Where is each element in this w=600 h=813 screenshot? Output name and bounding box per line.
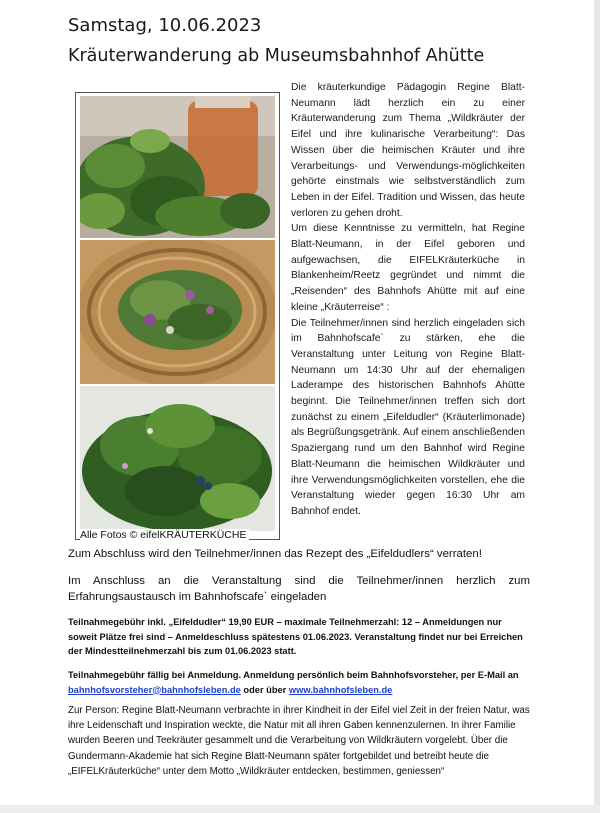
email-link[interactable]: bahnhofsvorsteher@bahnhofsleben.de	[68, 684, 241, 695]
website-link[interactable]: www.bahnhofsleben.de	[288, 684, 393, 695]
closing-line: Zum Abschluss wird den Teilnehmer/innen das Rezept des „Eifeldudlers“ verraten!	[68, 548, 482, 560]
page-edge-shadow	[594, 0, 600, 813]
registration-or-text: oder über	[240, 684, 289, 695]
event-title: Kräuterwanderung ab Museumsbahnhof Ahütte	[68, 46, 485, 66]
event-date: Samstag, 10.06.2023	[68, 15, 262, 36]
follow-up-paragraph: Im Anschluss an die Veranstaltung sind die Teilnehmer/innen herzlich zum Erfahrungsaustausch im Bahnhofscafe` eingeladen	[68, 575, 530, 603]
intro-text	[291, 80, 525, 520]
herb-basket-photo	[80, 240, 275, 384]
intro-paragraph-1: Die kräuterkundige Pädagogin Regine Blatt-Neumann lädt herzlich ein zu einer Kräuterwanderung zum Thema „Wildkräuter der Eifel und ihre kulinarische Verarbeitung“: Das Wissen über die heimischen Kräuter und ihre Verarbeitungs- und Verwendungs-möglichkeiten gehörte einstmals wie selbstverständlich zum Leben in der Eifel. Tradition und Wissen, das heute verloren zu gehen droht.	[291, 82, 525, 219]
fee-info: Teilnahmegebühr inkl. „Eifeldudler“ 19,90 EUR – maximale Teilnehmerzahl: 12 – Anmeldungen nur soweit Plätze frei sind – Anmeldeschluss spätestens 01.06.2023. Veranstaltung findet nur bei Erreichen der Mindestteilnehmerzahl bis zum 01.06.2023 statt.	[68, 617, 523, 656]
photo-collage	[75, 92, 280, 540]
photo-credit-caption: Alle Fotos © eifelKRÄUTERKÜCHE	[80, 529, 249, 541]
herb-bowl-photo	[80, 386, 275, 531]
page-bottom-shadow	[0, 805, 600, 813]
herbs-and-pitcher-photo	[80, 96, 275, 238]
about-person-paragraph: Zur Person: Regine Blatt-Neumann verbrachte in ihrer Kindheit in der Eifel viel Zeit in der freien Natur, was ihre Leidenschaft und Inspiration weckte, die Natur mit all ihren Gaben kennenzulernen. In ihrer Familie wurden Beeren und Teekräuter gesammelt und die Verarbeitung von Wildkräutern vorgelebt. Über die Gundermann-Akademie hat sich Regine Blatt-Neumann später fortgebildet und betreibt heute die „EIFELKräuterküche“ unter dem Motto „Wildkräuter entdecken, bestimmen, geniessen“	[68, 705, 530, 777]
registration-info	[68, 668, 530, 697]
registration-text: Teilnahmegebühr fällig bei Anmeldung. Anmeldung persönlich beim Bahnhofsvorsteher, per E-Mail an	[68, 670, 519, 680]
intro-paragraph-3: Die Teilnehmer/innen sind herzlich eingeladen sich im Bahnhofscafe` zu stärken, ehe die Veranstaltung unter Leitung von Regine Blatt-Neumann um 14:30 Uhr auf der ehemaligen Laderampe des historischen Bahnhofs Ahütte beginnt. Die Teilnehmer/innen treffen sich dort zunächst zu einem „Eifeldudler“ (Kräuterlimonade) als Begrüßungsgetränk. Auf einem anschließenden Spaziergang rund um den Bahnhof wird Regine Blatt-Neumann die heimischen Wildkräuter und ihre Verwendungsmöglichkeiten vorstellen, ehe die Veranstaltung wieder gegen 16:30 Uhr am Bahnhof endet.	[291, 317, 525, 517]
intro-paragraph-2: Um diese Kenntnisse zu vermitteln, hat Regine Blatt-Neumann, in der Eifel geboren und aufgewachsen, die EIFELKräuterküche in Blankenheim/Reetz gegründet und nimmt die „Reisenden“ des Bahnhofs Ahütte mit auf eine kleine „Kräuterreise“ :	[291, 223, 525, 313]
